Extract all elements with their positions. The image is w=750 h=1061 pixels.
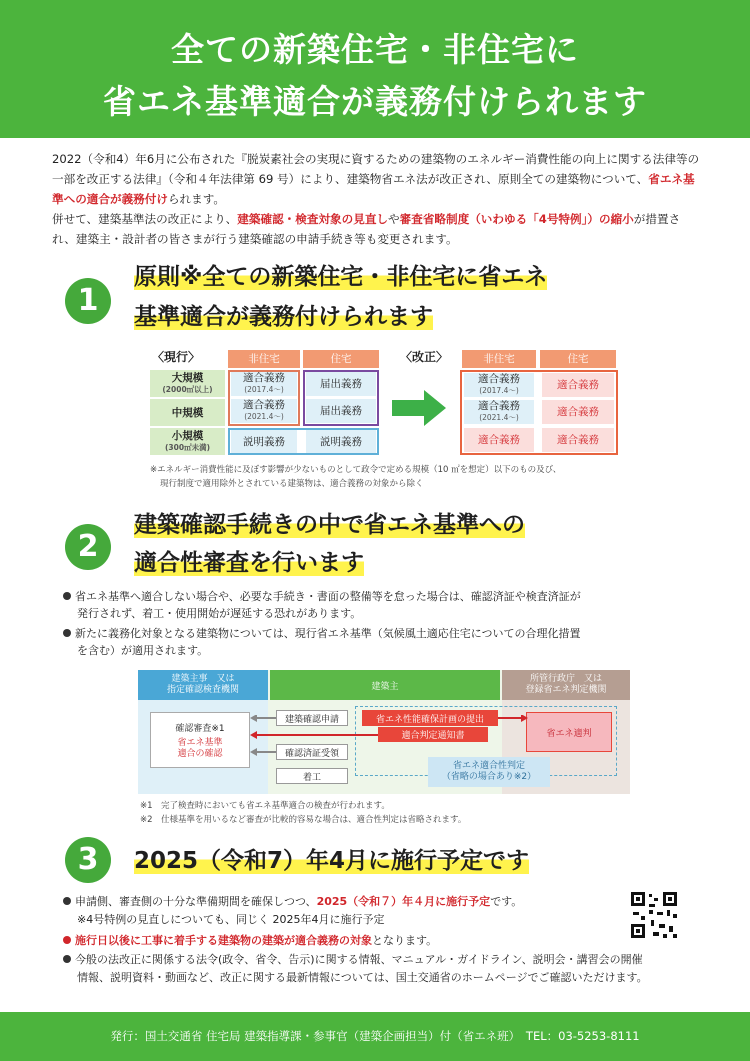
section2-number: 2 <box>65 524 111 570</box>
flow-col2-header: 建築主 <box>270 670 500 700</box>
new-large-res: 適合義務 <box>542 373 614 397</box>
page-title-line2: 省エネ基準適合が義務付けられます <box>103 82 647 121</box>
new-large-nonres: 適合義務 (2017.4～) <box>464 373 534 397</box>
intro-p2a: 併せて、建築基準法の改正により、 <box>52 212 238 226</box>
new-small-res: 適合義務 <box>542 428 614 452</box>
flow-arrows-icon <box>250 715 530 765</box>
new-medium-res: 適合義務 <box>542 400 614 424</box>
section3-bullet1: 申請側、審査側の十分な準備期間を確保しつつ、2025（令和７）年４月に施行予定です。 <box>63 893 693 910</box>
section3-bullet2: 施行日以後に工事に着手する建築物の建築が適合義務の対象となります。 <box>63 932 693 949</box>
section3-bullet1-note: ※4号特例の見直しについても、同じく 2025年4月に施行予定 <box>77 913 385 926</box>
intro-p1b: 省エネ基準への適合が義務付け <box>52 172 695 206</box>
section2-bullet2: 新たに義務化対象となる建築物については、現行省エネ基準（気候風土適応住宅についての合理化措置 <box>63 625 693 642</box>
cur-col-res: 住宅 <box>303 350 379 368</box>
intro-p1c: られます。 <box>167 192 225 206</box>
new-medium-nonres: 適合義務 (2021.4～) <box>464 400 534 424</box>
flow-review-box <box>150 712 250 768</box>
flow-col1-header: 建築主事 又は 指定確認検査機関 <box>138 670 268 700</box>
section1-title-line2: 基準適合が義務付けられます <box>134 304 433 330</box>
new-col-res: 住宅 <box>540 350 616 368</box>
flow-review-red: 省エネ基準 適合の確認 <box>177 737 223 759</box>
section1-note1: ※エネルギー消費性能に及ぼす影響が少ないものとして政令で定める規模（10 ㎡を想定）以下のもの及び、 <box>150 465 562 475</box>
row-small: 小規模 (300㎡未満) <box>150 428 225 455</box>
intro-text <box>52 149 702 249</box>
cur-medium-nonres: 適合義務 (2021.4～) <box>231 399 297 423</box>
section3-title: 2025（令和7）年4月に施行予定です <box>134 848 530 874</box>
section3-bullet3: 今般の法改正に関係する法令(政令、省令、告示)に関する情報、マニュアル・ガイドライン、説明会・講習会の開催 <box>63 951 693 968</box>
flow-start: 着工 <box>276 768 348 784</box>
section2-bullet2-cont: を含む）が適用されます。 <box>77 644 209 657</box>
flow-receive: 確認済証受領 <box>276 744 348 760</box>
cur-small-res: 説明義務 <box>306 430 376 453</box>
section2-title-line2: 適合性審査を行います <box>134 550 364 576</box>
row-large: 大規模 (2000㎡以上) <box>150 370 225 397</box>
section2-fn2: ※2 仕様基準を用いるなど審査が比較的容易な場合は、適合性判定は省略されます。 <box>140 815 467 825</box>
flow-plan-submit: 省エネ性能確保計画の提出 <box>362 710 498 726</box>
section2-bullet1-cont: 発行されず、着工・使用開始が遅延する恐れがあります。 <box>77 607 362 620</box>
current-label: 〈現行〉 <box>152 350 201 364</box>
section3-bullet3-cont: 情報、説明資料・動画など、改正に関する最新情報については、国土交通省のホームページでご確認いただけます。 <box>77 971 648 984</box>
flow-judge: 省エネ適合性判定 （省略の場合あり※2） <box>428 757 550 787</box>
flow-compliance: 省エネ適判 <box>526 712 612 752</box>
revised-label: 〈改正〉 <box>400 350 449 364</box>
cur-large-res: 届出義務 <box>306 372 376 396</box>
intro-p2c: や <box>388 212 400 226</box>
cur-small-nonres: 説明義務 <box>231 430 297 453</box>
section3-number: 3 <box>65 837 111 883</box>
cur-large-nonres: 適合義務 (2017.4～) <box>231 372 297 396</box>
arrow-right-icon <box>392 390 448 426</box>
row-medium: 中規模 <box>150 399 225 426</box>
section1-number: 1 <box>65 278 111 324</box>
qr-code-icon[interactable] <box>629 890 679 940</box>
flow-notice: 適合判定通知書 <box>378 727 488 742</box>
intro-p2b: 建築確認・検査対象の見直し <box>237 212 389 226</box>
intro-p2e: が措置され、建築主・設計者の皆さまが行う建築確認の申請手続き等も変更されます。 <box>52 212 681 246</box>
flow-apply: 建築確認申請 <box>276 710 348 726</box>
flow-review: 確認審査※1 <box>175 723 225 734</box>
header-banner <box>0 0 750 138</box>
cur-medium-res: 届出義務 <box>306 399 376 423</box>
new-col-nonres: 非住宅 <box>462 350 536 368</box>
cur-col-nonres: 非住宅 <box>228 350 300 368</box>
footer: 発行：国土交通省 住宅局 建築指導課・参事官（建築企画担当）付（省エネ班） TEL：03-5253-8111 <box>0 1012 750 1061</box>
new-small-nonres: 適合義務 <box>464 428 534 452</box>
section2-fn1: ※1 完了検査時においても省エネ基準適合の検査が行われます。 <box>140 801 390 811</box>
section1-note2: 現行制度で適用除外とされている建築物は、適合義務の対象から除く <box>160 479 424 489</box>
page-title-line1: 全ての新築住宅・非住宅に <box>171 30 579 69</box>
intro-p1a: 2022（令和4）年6月に公布された『脱炭素社会の実現に資するための建築物のエネルギー消費性能の向上に関する法律等の一部を改正する法律』（令和４年法律第 69 号）により、建築物省エネ法が改正され、原則全ての建築物について、 <box>52 152 700 186</box>
section2-title-line1: 建築確認手続きの中で省エネ基準への <box>134 512 525 538</box>
section1-title-line1: 原則※全ての新築住宅・非住宅に省エネ <box>134 264 548 290</box>
flow-col3-header: 所管行政庁 又は 登録省エネ判定機関 <box>502 670 630 700</box>
section2-bullet1: 省エネ基準へ適合しない場合や、必要な手続き・書面の整備等を怠った場合は、確認済証や検査済証が <box>63 588 693 605</box>
intro-p2d: 審査省略制度（いわゆる「4号特例」）の縮小 <box>399 212 634 226</box>
